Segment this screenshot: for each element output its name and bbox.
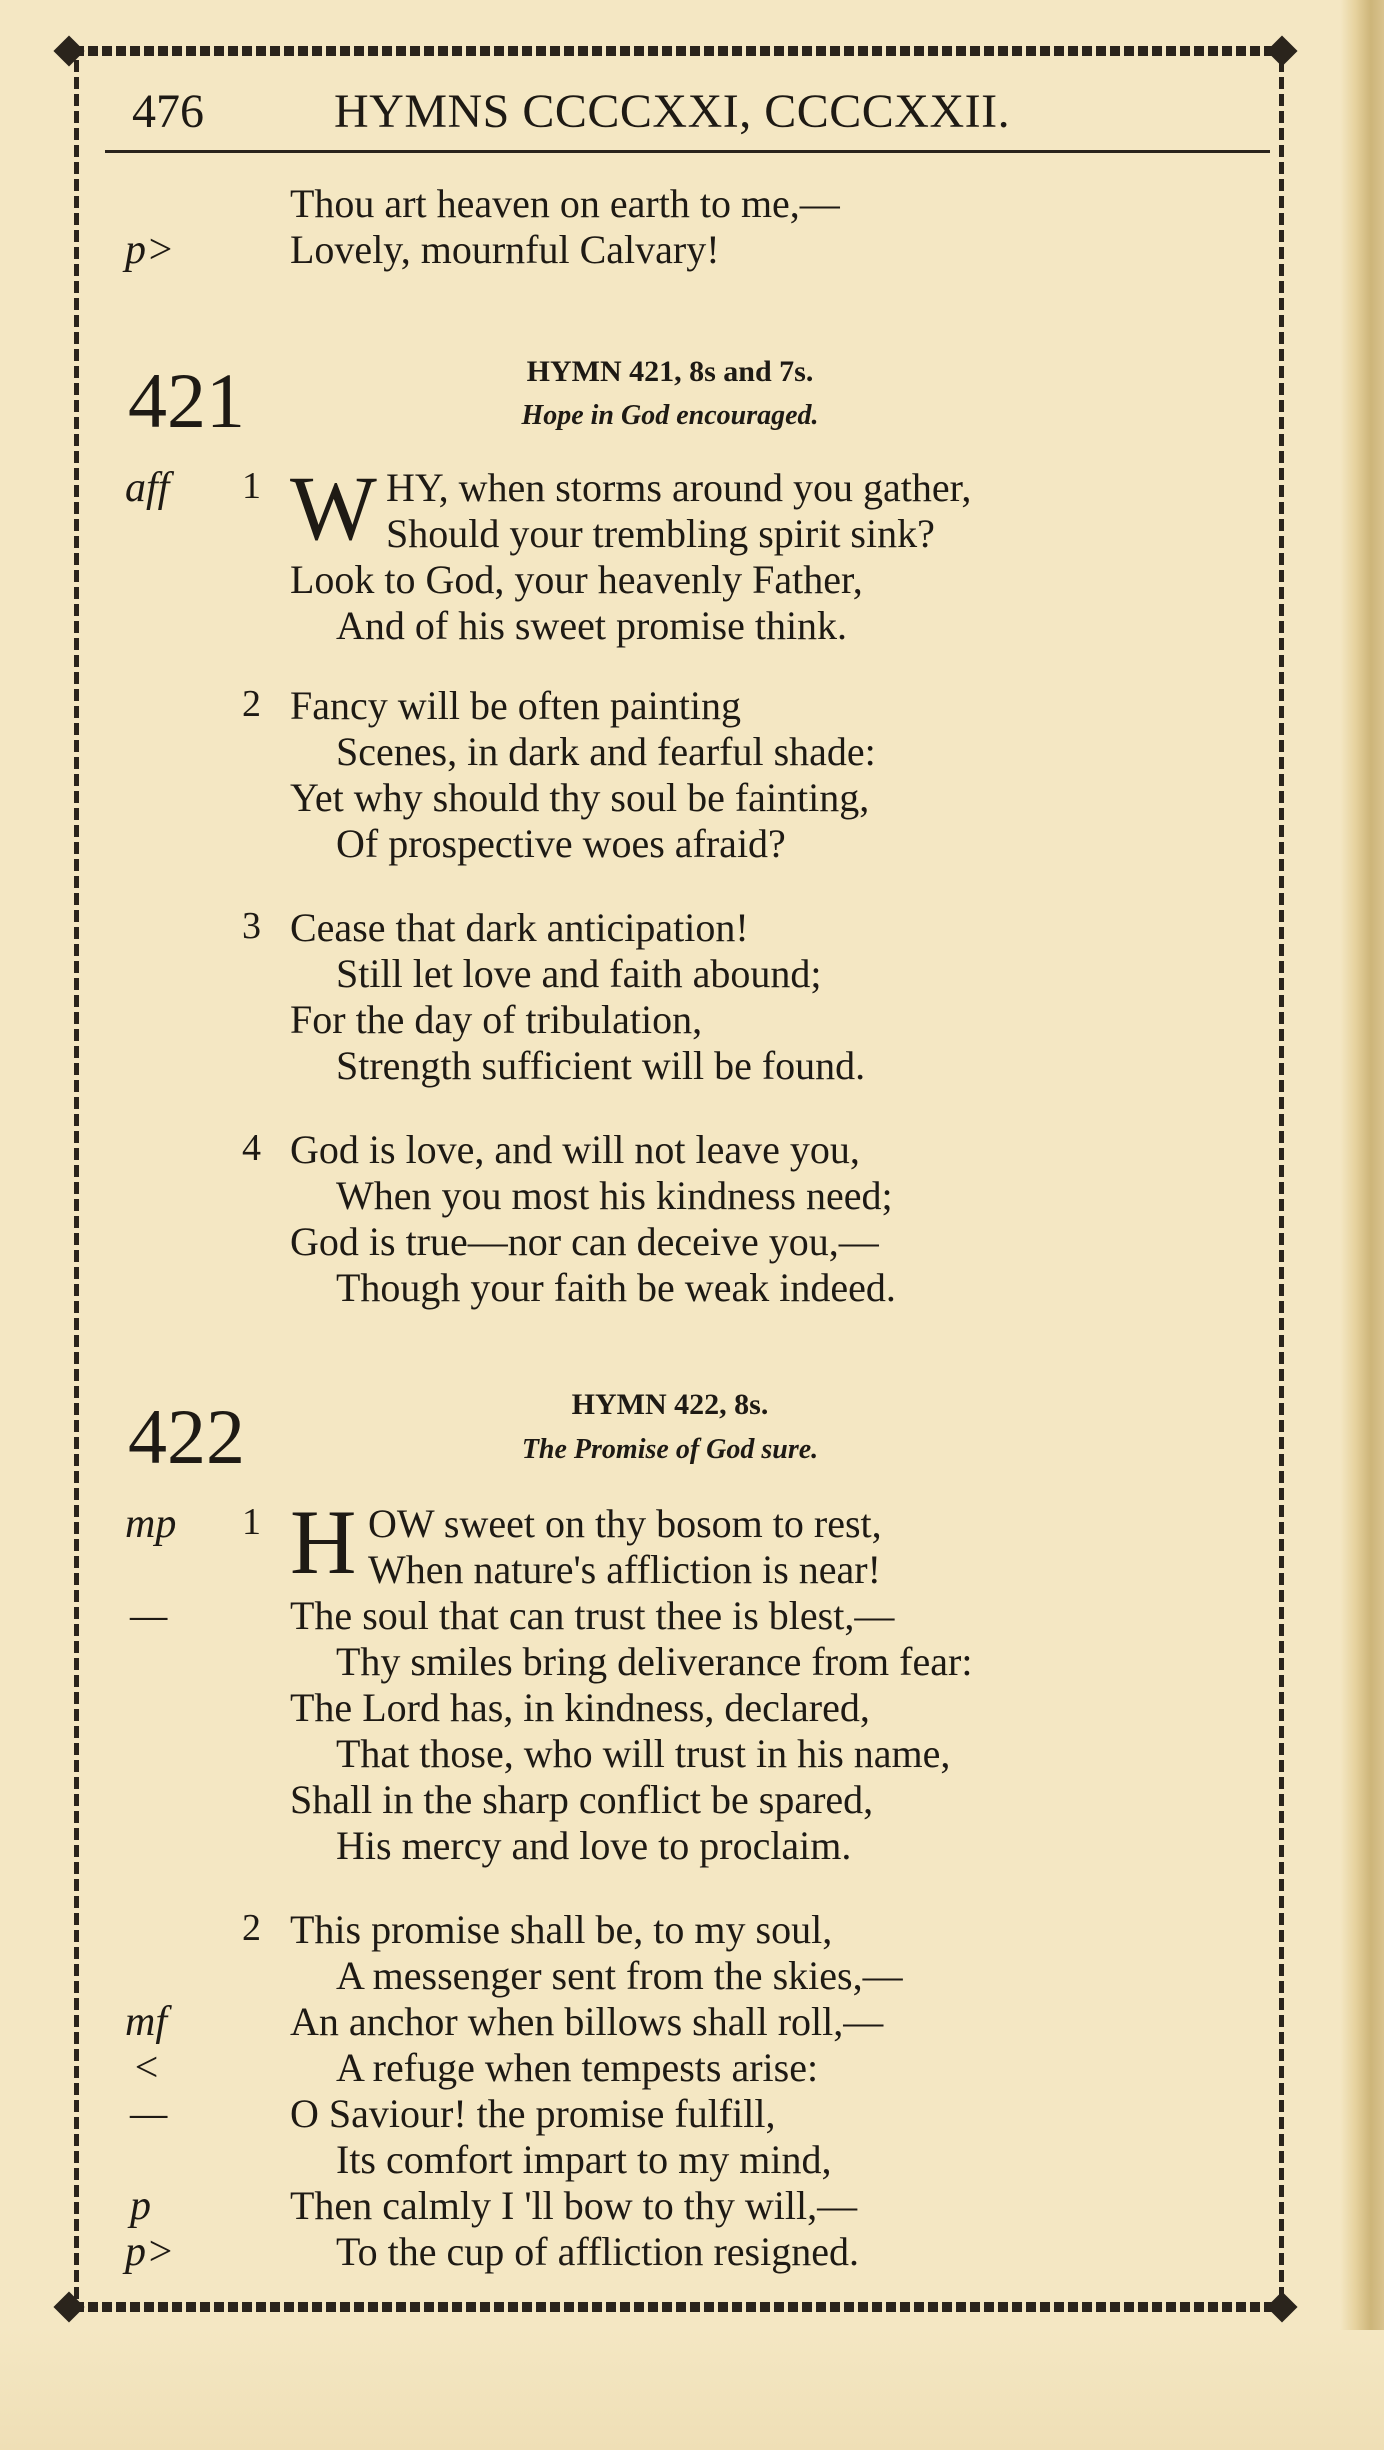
verse-line: This promise shall be, to my soul, xyxy=(290,1907,833,1952)
ornamental-border-left xyxy=(74,60,79,2300)
verse-line: Cease that dark anticipation! xyxy=(290,905,749,950)
verse-line: Though your faith be weak indeed. xyxy=(336,1265,896,1310)
page-edge xyxy=(1340,0,1384,2450)
verse-line: Still let love and faith abound; xyxy=(336,951,822,996)
ornamental-border-right xyxy=(1279,60,1284,2300)
drop-cap: H xyxy=(290,1491,357,1593)
hymn-subtitle: The Promise of God sure. xyxy=(521,1434,819,1465)
carryover-line: Lovely, mournful Calvary! xyxy=(290,227,720,272)
verse-line: Should your trembling spirit sink? xyxy=(386,511,935,556)
verse-line: His mercy and love to proclaim. xyxy=(336,1823,852,1868)
running-head: HYMNS CCCCXXI, CCCCXXII. xyxy=(334,85,1011,138)
verse-line: Look to God, your heavenly Father, xyxy=(290,557,863,602)
dynamic-mark: p> xyxy=(125,227,175,273)
verse-line: Strength sufficient will be found. xyxy=(336,1043,866,1088)
verse-line: Thy smiles bring deliverance from fear: xyxy=(336,1639,973,1684)
verse-line: An anchor when billows shall roll,— xyxy=(290,1999,884,2044)
dynamic-mark: aff xyxy=(125,465,170,511)
verse-line: The soul that can trust thee is blest,— xyxy=(290,1593,895,1638)
corner-ornament-bottom-right xyxy=(1266,2291,1297,2322)
verse-line: To the cup of affliction resigned. xyxy=(336,2229,859,2274)
verse-line: God is love, and will not leave you, xyxy=(290,1127,860,1172)
verse-line: When you most his kindness need; xyxy=(336,1173,893,1218)
corner-ornament-bottom-left xyxy=(53,2291,84,2322)
dynamic-mark: < xyxy=(132,2045,161,2091)
verse-line: HY, when storms around you gather, xyxy=(386,465,972,510)
verse-line: Fancy will be often painting xyxy=(290,683,742,728)
verse-line: The Lord has, in kindness, declared, xyxy=(290,1685,870,1730)
verse-line: That those, who will trust in his name, xyxy=(336,1731,951,1776)
drop-cap: W xyxy=(290,457,377,559)
verse-line: Its comfort impart to my mind, xyxy=(336,2137,832,2182)
hymn-title: HYMN 422, 8s. xyxy=(571,1388,769,1421)
dynamic-mark: mp xyxy=(125,1501,177,1547)
verse-line: O Saviour! the promise fulfill, xyxy=(290,2091,776,2136)
dynamic-mark: — xyxy=(130,1593,168,1639)
verse-line: Then calmly I 'll bow to thy will,— xyxy=(290,2183,858,2228)
verse-number: 2 xyxy=(242,1907,261,1949)
verse-line: For the day of tribulation, xyxy=(290,997,703,1042)
verse-line: OW sweet on thy bosom to rest, xyxy=(368,1501,882,1546)
corner-ornament-top-left xyxy=(53,35,84,66)
page-header xyxy=(132,84,1257,144)
verse-line: Yet why should thy soul be fainting, xyxy=(290,775,870,820)
verse-line: And of his sweet promise think. xyxy=(336,603,848,648)
bottom-margin xyxy=(0,2330,1384,2450)
ornamental-border-bottom xyxy=(60,2302,1290,2312)
verse-line: A refuge when tempests arise: xyxy=(336,2045,819,2090)
verse-number: 1 xyxy=(242,465,261,507)
hymn-subtitle: Hope in God encouraged. xyxy=(521,400,819,431)
dynamic-mark: mf xyxy=(125,1999,167,2045)
page-number: 476 xyxy=(132,85,204,138)
verse-line: A messenger sent from the skies,— xyxy=(336,1953,903,1998)
verse-number: 2 xyxy=(242,683,261,725)
verse-line: God is true—nor can deceive you,— xyxy=(290,1219,879,1264)
dynamic-mark: p> xyxy=(125,2229,175,2275)
verse-number: 1 xyxy=(242,1501,261,1543)
dynamic-mark: p xyxy=(130,2183,151,2229)
verse-line: Shall in the sharp conflict be spared, xyxy=(290,1777,874,1822)
hymn-title: HYMN 421, 8s and 7s. xyxy=(526,355,814,388)
ornamental-border-top xyxy=(60,46,1290,56)
dynamic-mark: — xyxy=(130,2091,168,2137)
verse-line: When nature's affliction is near! xyxy=(368,1547,881,1592)
hymn-number: 422 xyxy=(128,1393,245,1480)
verse-line: Of prospective woes afraid? xyxy=(336,821,786,866)
verse-line: Scenes, in dark and fearful shade: xyxy=(336,729,876,774)
verse-number: 3 xyxy=(242,905,261,947)
header-rule xyxy=(105,150,1270,153)
verse-number: 4 xyxy=(242,1127,261,1169)
hymn-number: 421 xyxy=(128,357,245,444)
carryover-line: Thou art heaven on earth to me,— xyxy=(290,181,840,226)
